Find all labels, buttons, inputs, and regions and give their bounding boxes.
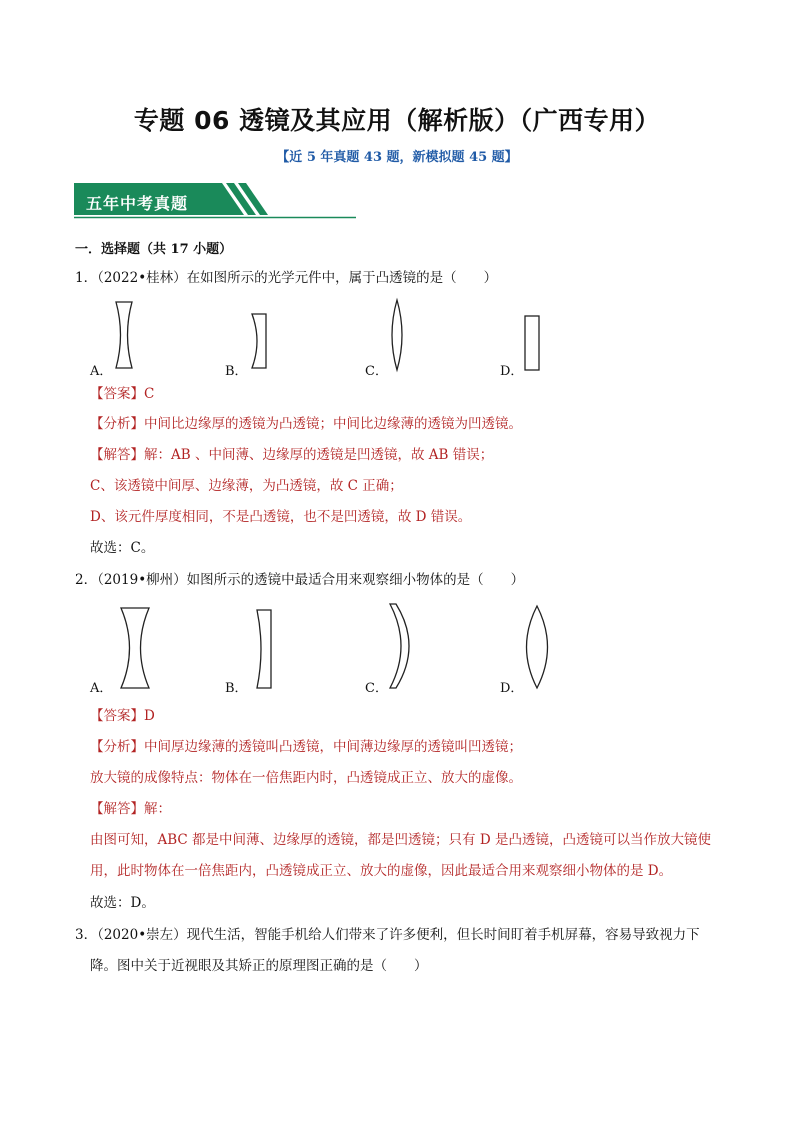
- q1-analysis: [90, 414, 522, 434]
- q1-option-a-label: A．: [90, 364, 113, 379]
- document-title: 专题 06 透镜及其应用（解析版）（广西专用）: [133, 106, 661, 135]
- q2-option-c-label: C．: [365, 681, 388, 696]
- q1-answer: 【答案】C: [90, 386, 155, 402]
- q3-stem-line-1: 3．（2020•崇左）现代生活，智能手机给人们带来了许多便利，但长时间盯着手机屏幕，容易导致视力下: [75, 927, 700, 943]
- q2-analysis-label: 【分析】: [90, 739, 144, 755]
- q2-solution-line-2: 由图可知，ABC 都是中间薄、边缘厚的透镜，都是凹透镜；只有 D 是凸透镜，凸透镜可以当作放大镜使: [90, 832, 711, 848]
- q2-solution-line-1: [90, 799, 171, 819]
- banner-label: 五年中考真题: [86, 194, 189, 213]
- q1-option-d-glass-slab-icon: [523, 314, 543, 372]
- q1-option-d-label: D．: [500, 364, 524, 379]
- q2-option-a-label: A．: [90, 681, 113, 696]
- q2-stem: 2．（2019•柳州）如图所示的透镜中最适合用来观察细小物体的是（ ）: [75, 572, 525, 588]
- q1-conclusion: 故选：C。: [90, 540, 155, 556]
- q1-stem: 1．（2022•桂林）在如图所示的光学元件中，属于凸透镜的是（ ）: [75, 270, 498, 286]
- q2-solution-label: 【解答】: [90, 801, 144, 817]
- q1-solution-line-3: D、该元件厚度相同，不是凸透镜，也不是凹透镜，故 D 错误。: [90, 509, 472, 525]
- q1-solution-label: 【解答】: [90, 447, 144, 463]
- q2-option-d-label: D．: [500, 681, 524, 696]
- q2-option-c-meniscus-lens-icon: [388, 602, 416, 690]
- q2-analysis-text-1: 中间厚边缘薄的透镜叫凸透镜，中间薄边缘厚的透镜叫凹透镜；: [144, 739, 522, 755]
- q2-analysis-line-1: [90, 737, 522, 757]
- q3-stem-line-2: 降。图中关于近视眼及其矫正的原理图正确的是（ ）: [90, 958, 428, 974]
- q1-option-c-label: C．: [365, 364, 388, 379]
- q2-option-a-concave-lens-icon: [118, 606, 152, 690]
- q2-solution-text-1: 解：: [144, 801, 171, 817]
- q2-option-b-plano-concave-lens-icon: [254, 608, 274, 690]
- q2-option-d-convex-lens-icon: [522, 604, 552, 690]
- q1-option-b-plano-concave-lens-icon: [248, 312, 270, 370]
- q1-option-a-concave-lens-icon: [113, 300, 135, 370]
- q1-analysis-label: 【分析】: [90, 416, 144, 432]
- section-heading: 一．选择题（共 17 小题）: [75, 242, 233, 257]
- q1-analysis-text: 中间比边缘厚的透镜为凸透镜；中间比边缘薄的透镜为凹透镜。: [144, 416, 522, 432]
- q1-solution-text-1: 解：AB 、中间薄、边缘厚的透镜是凹透镜，故 AB 错误；: [144, 447, 494, 463]
- document-subtitle: 【近 5 年真题 43 题，新模拟题 45 题】: [276, 150, 518, 165]
- q2-option-b-label: B．: [225, 681, 248, 696]
- q2-answer: 【答案】D: [90, 708, 155, 724]
- q1-option-b-label: B．: [225, 364, 248, 379]
- q2-analysis-line-2: 放大镜的成像特点：物体在一倍焦距内时，凸透镜成正立、放大的虚像。: [90, 770, 522, 786]
- q1-solution-line-1: [90, 445, 493, 465]
- q1-solution-line-2: C、该透镜中间厚、边缘薄，为凸透镜，故 C 正确；: [90, 478, 403, 494]
- q2-solution-line-3: 用，此时物体在一倍焦距内，凸透镜成正立、放大的虚像，因此最适合用来观察细小物体的是 D。: [90, 863, 673, 879]
- q2-conclusion: 故选：D。: [90, 895, 155, 911]
- q1-option-c-convex-lens-icon: [388, 298, 406, 372]
